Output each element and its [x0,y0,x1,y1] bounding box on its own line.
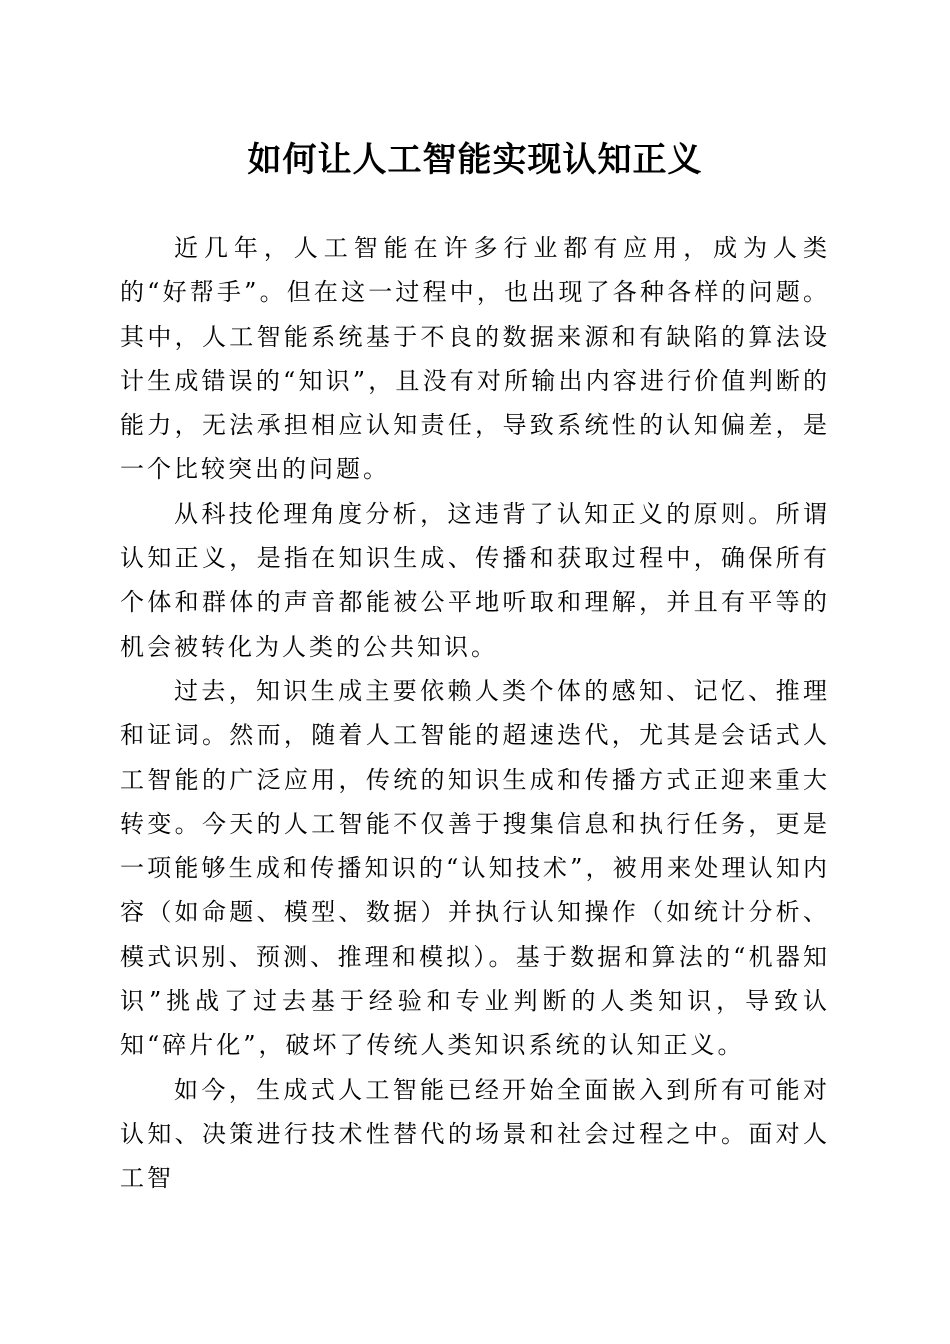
paragraph-1: 近几年，人工智能在许多行业都有应用，成为人类的“好帮手”。但在这一过程中，也出现了各种各样的问题。其中，人工智能系统基于不良的数据来源和有缺陷的算法设计生成错误的“知识”，且没有对所输出内容进行价值判断的能力，无法承担相应认知责任，导致系统性的认知偏差，是一个比较突出的问题。 [120,234,830,484]
paragraph-2: 从科技伦理角度分析，这违背了认知正义的原则。所谓认知正义，是指在知识生成、传播和获取过程中，确保所有个体和群体的声音都能被公平地听取和理解，并且有平等的机会被转化为人类的公共知识。 [120,499,830,661]
document-body [120,226,830,1201]
paragraph-3: 过去，知识生成主要依赖人类个体的感知、记忆、推理和证词。然而，随着人工智能的超速迭代，尤其是会话式人工智能的广泛应用，传统的知识生成和传播方式正迎来重大转变。今天的人工智能不仅善于搜集信息和执行任务，更是一项能够生成和传播知识的“认知技术”，被用来处理认知内容（如命题、模型、数据）并执行认知操作（如统计分析、模式识别、预测、推理和模拟）。基于数据和算法的“机器知识”挑战了过去基于经验和专业判断的人类知识，导致认知“碎片化”，破坏了传统人类知识系统的认知正义。 [120,676,830,1060]
paragraph-4: 如今，生成式人工智能已经开始全面嵌入到所有可能对认知、决策进行技术性替代的场景和社会过程之中。面对人工智 [120,1075,830,1193]
document-title: 如何让人工智能实现认知正义 [247,140,703,180]
